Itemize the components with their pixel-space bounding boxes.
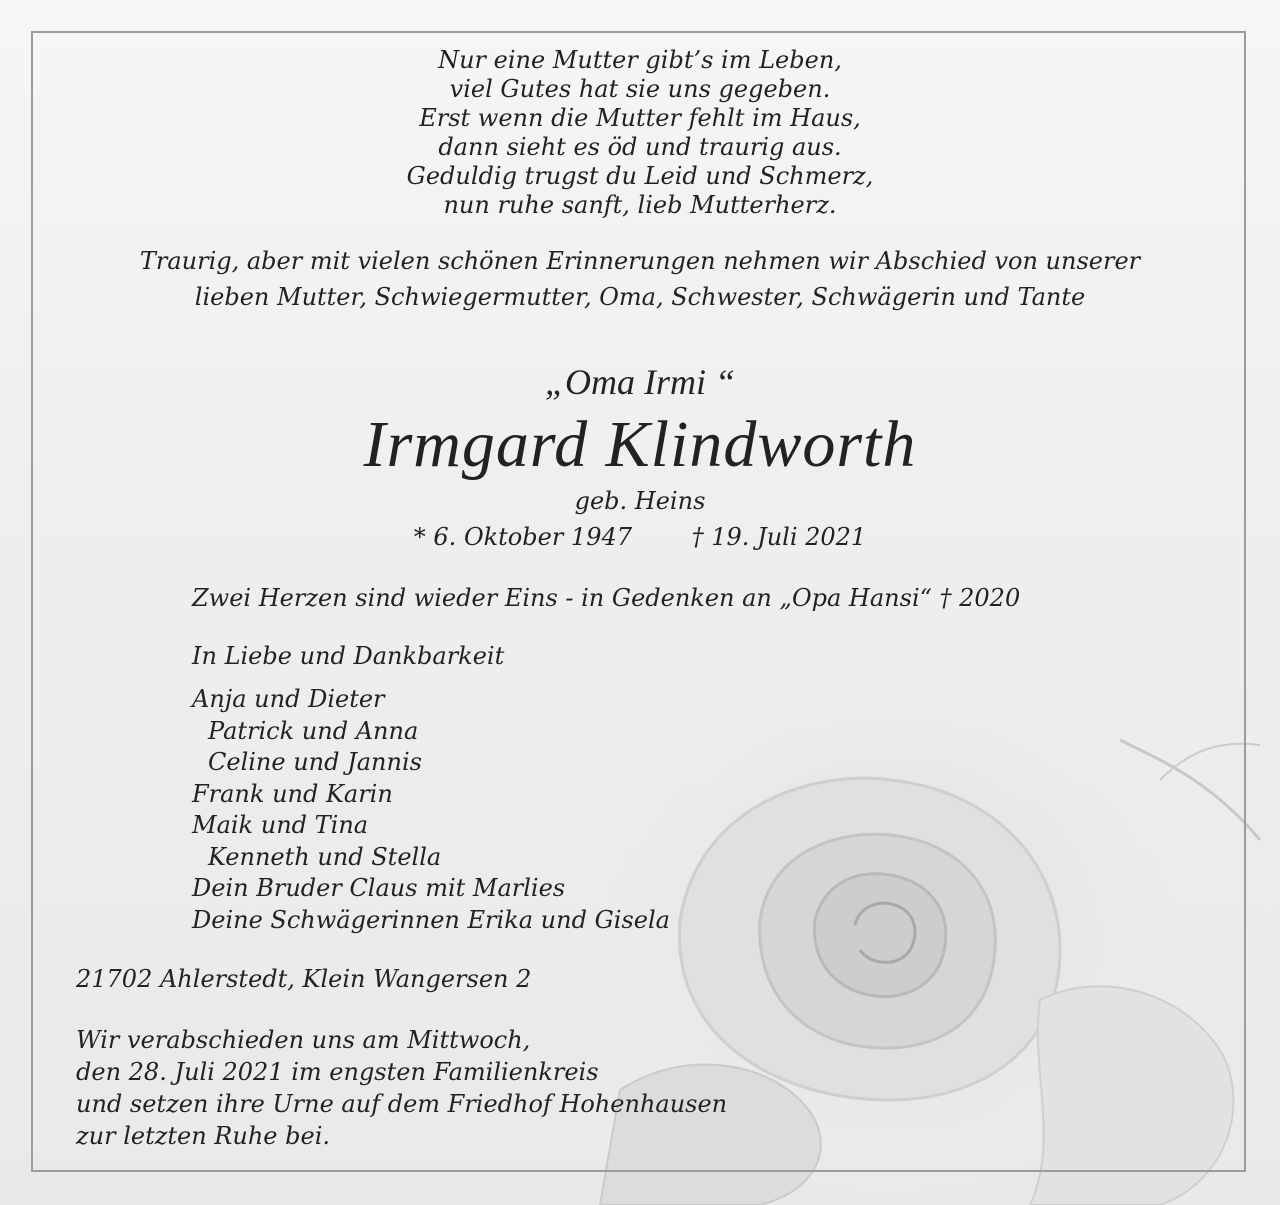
ceremony-line: den 28. Juli 2021 im engsten Familienkreis: [76, 1058, 599, 1086]
greeting: In Liebe und Dankbarkeit: [192, 642, 505, 670]
poem-line: dann sieht es öd und traurig aus.: [438, 133, 842, 161]
mourner-entry: Deine Schwägerinnen Erika und Gisela: [192, 905, 670, 934]
maiden-name: geb. Heins: [574, 487, 706, 515]
deceased-nickname: „Oma Irmi “: [544, 362, 736, 402]
deceased-name: Irmgard Klindworth: [363, 408, 917, 481]
ceremony-line: und setzen ihre Urne auf dem Friedhof Hohenhausen: [76, 1090, 728, 1118]
poem: [0, 46, 1280, 220]
mourner-entry: Patrick und Anna: [208, 716, 419, 745]
death-date: † 19. Juli 2021: [691, 523, 867, 551]
poem-line: Nur eine Mutter gibt’s im Leben,: [438, 46, 842, 74]
mourners-list: [192, 684, 670, 936]
intro-text: [0, 243, 1280, 315]
life-dates: [0, 521, 1280, 553]
mourner-entry: Frank und Karin: [192, 779, 393, 808]
poem-line: Geduldig trugst du Leid und Schmerz,: [406, 162, 874, 190]
ceremony-line: zur letzten Ruhe bei.: [76, 1122, 330, 1150]
ceremony-line: Wir verabschieden uns am Mittwoch,: [76, 1026, 531, 1054]
memory-line: Zwei Herzen sind wieder Eins - in Gedenken an „Opa Hansi“ † 2020: [192, 584, 1021, 612]
intro-line: Traurig, aber mit vielen schönen Erinnerungen nehmen wir Abschied von unserer: [139, 247, 1141, 275]
mourner-entry: Anja und Dieter: [192, 685, 385, 713]
poem-line: Erst wenn die Mutter fehlt im Haus,: [419, 104, 861, 132]
mourner-entry: Dein Bruder Claus mit Marlies: [192, 874, 566, 902]
mourner-entry: Kenneth und Stella: [208, 842, 442, 871]
address: 21702 Ahlerstedt, Klein Wangersen 2: [76, 965, 532, 993]
intro-line: lieben Mutter, Schwiegermutter, Oma, Schwester, Schwägerin und Tante: [194, 283, 1086, 311]
mourner-entry: Celine und Jannis: [208, 748, 422, 776]
poem-line: nun ruhe sanft, lieb Mutterherz.: [443, 191, 837, 219]
poem-line: viel Gutes hat sie uns gegeben.: [449, 75, 831, 103]
birth-date: * 6. Oktober 1947: [413, 523, 632, 551]
mourner-entry: Maik und Tina: [192, 811, 369, 839]
ceremony-info: [76, 1024, 727, 1152]
